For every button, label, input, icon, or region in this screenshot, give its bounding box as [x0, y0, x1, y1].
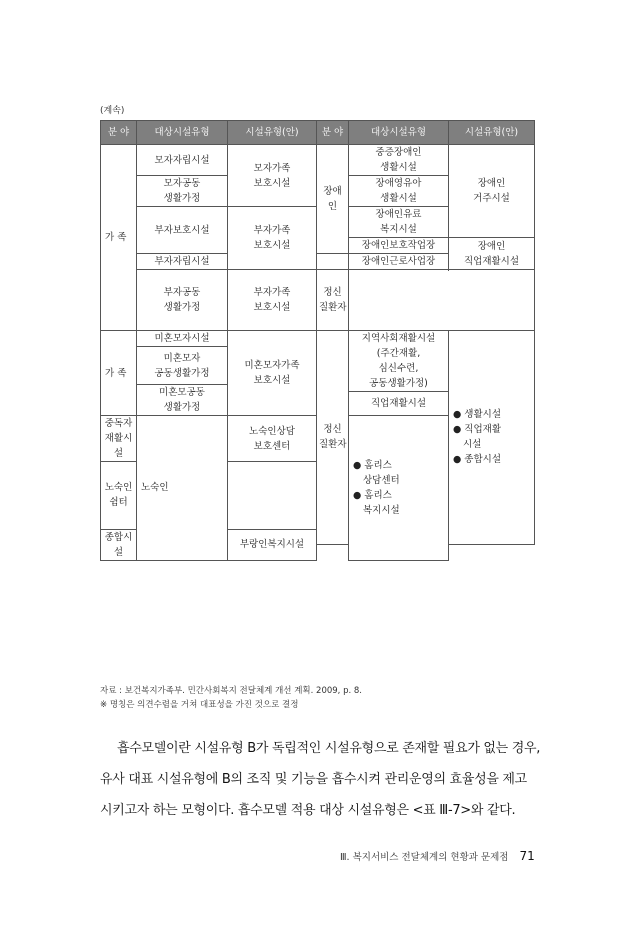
cell-father-family-protection-2: 부자가족 보호시설	[228, 270, 317, 331]
header-proposed-right: 시설유형(안)	[449, 121, 535, 145]
cell-general-facility: 종합시설	[101, 529, 137, 560]
category-disabled: 장애인	[317, 145, 349, 254]
cell-father-family-protection-1: 부자가족 보호시설	[228, 207, 317, 270]
cell-addiction-rehab: 중독자재활시설	[101, 416, 137, 462]
category-family-1: 가 족	[101, 145, 137, 331]
page-footer	[340, 849, 535, 863]
header-target-left: 대상시설유형	[137, 121, 228, 145]
cell-disabled-work-center: 장애인근로사업장	[349, 254, 449, 270]
source-line: 자료 : 보건복지가족부. 민간사회복지 전달체계 개선 계획. 2009, p. 8.	[100, 686, 362, 696]
cell-disabled-vocational-rehab: 장애인 직업재활시설	[449, 238, 535, 270]
category-homeless: 노숙인	[137, 416, 228, 561]
cell-disabled-residential: 장애인 거주시설	[449, 145, 535, 238]
cell-father-child-group-home: 부자공동 생활가정	[137, 270, 228, 331]
header-field-right: 분 야	[317, 121, 349, 145]
cell-homeless-counseling-center: 노숙인상담 보호센터	[228, 416, 317, 462]
header-target-right: 대상시설유형	[349, 121, 449, 145]
category-mental-illness-1: 정신 질환자	[317, 270, 349, 331]
header-field-left: 분 야	[101, 121, 137, 145]
category-mental-illness-2: 정신 질환자	[317, 331, 349, 545]
category-family-2: 가 족	[101, 331, 137, 416]
paragraph-line-2: 유사 대표 시설유형에 B의 조직 및 기능을 흡수시켜 관리운영의 효율성을 제고	[100, 772, 527, 787]
table-header-row	[101, 121, 535, 145]
continued-label: (계속)	[100, 106, 125, 116]
cell-mental-types-2: ● 생활시설 ● 직업재활 시설 ● 종합시설	[449, 331, 535, 545]
cell-community-rehab: 지역사회재활시설 (주간재활, 심신수련, 공동생활가정)	[349, 331, 449, 392]
cell-mother-child-independence: 모자자립시설	[137, 145, 228, 176]
cell-mother-child-protection: 모자가족 보호시설	[228, 145, 317, 207]
table-source	[100, 684, 362, 712]
cell-vocational-rehab: 직업재활시설	[349, 392, 449, 416]
cell-unwed-mother-family-protection: 미혼모자가족 보호시설	[228, 331, 317, 416]
page-number: 71	[519, 849, 535, 863]
cell-mother-child-group-home: 모자공동 생활가정	[137, 176, 228, 207]
cell-homeless-shelter: 노숙인쉼터	[101, 462, 137, 530]
cell-disabled-infant-living: 장애영유아 생활시설	[349, 176, 449, 207]
facility-type-table	[100, 120, 535, 561]
cell-disabled-paid-welfare: 장애인유료 복지시설	[349, 207, 449, 238]
cell-unwed-mother-child: 미혼모자시설	[137, 331, 228, 347]
cell-unwed-mother-group-home: 미혼모자 공동생활가정	[137, 347, 228, 385]
body-paragraph	[100, 733, 545, 826]
cell-severe-disabled-living: 중증장애인 생활시설	[349, 145, 449, 176]
chapter-title: Ⅲ. 복지서비스 전달체계의 현황과 문제점	[340, 852, 509, 863]
paragraph-line-3: 시키고자 하는 모형이다. 흡수모델 적용 대상 시설유형은 <표 Ⅲ-7>와 같다.	[100, 803, 516, 818]
cell-father-child-independence: 부자자립시설	[137, 254, 228, 270]
header-proposed-left: 시설유형(안)	[228, 121, 317, 145]
cell-vagrant-welfare: 부랑인복지시설	[228, 529, 317, 560]
cell-disabled-sheltered-workshop: 장애인보호작업장	[349, 238, 449, 254]
paragraph-line-1: 흡수모델이란 시설유형 B가 독립적인 시설유형으로 존재할 필요가 없는 경우,	[117, 741, 541, 756]
cell-homeless-types: ● 홈리스 상담센터 ● 홈리스 복지시설	[349, 416, 449, 561]
note-line: ※ 명칭은 의견수렴을 거쳐 대표성을 가진 것으로 결정	[100, 700, 299, 710]
cell-father-child-protection: 부자보호시설	[137, 207, 228, 254]
cell-unwed-mother-shared-home: 미혼모공동 생활가정	[137, 385, 228, 416]
